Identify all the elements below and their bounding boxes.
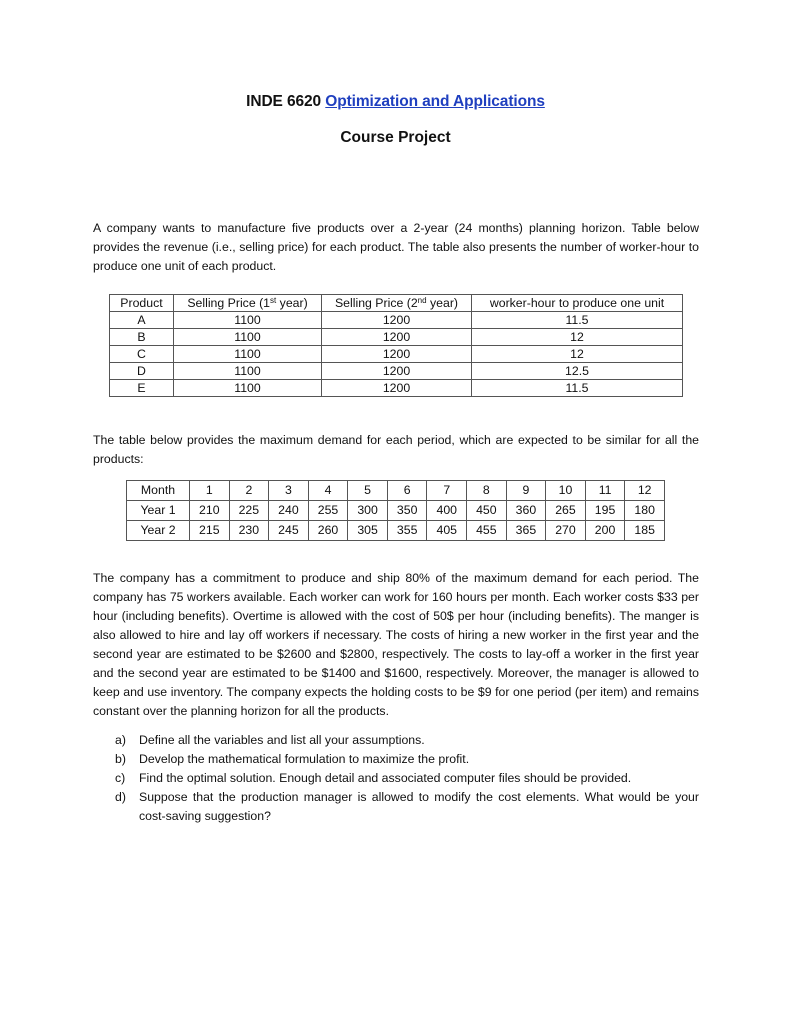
problem-statement-paragraph: The company has a commitment to produce and ship 80% of the maximum demand for each period. The company has 75 workers available. Each worker can work for 160 hours per month. Each worker costs $33 per hour (including benefits). Overtime is allowed with the cost of 50$ per hour (including benefits). The manger is also allowed to hire and lay off workers if necessary. The costs of hiring a new worker in the first year and the second year are estimated to be $2600 and $2800, respectively. The costs to lay-off a worker in the first year and the second year are estimated to be $1400 and $1600, respectively. Moreover, the manager is allowed to keep and use inventory. The company expects the holding costs to be $9 for one period (per item) and remains constant over the planning horizon for all the products. xyxy=(93,571,699,718)
month-cell: 5 xyxy=(348,481,388,501)
product-table-header xyxy=(110,295,683,312)
demand-cell: 210 xyxy=(190,501,230,521)
list-marker: d) xyxy=(115,790,126,804)
table-row xyxy=(110,380,683,397)
page-subtitle: Course Project xyxy=(340,129,451,146)
month-cell: 9 xyxy=(506,481,546,501)
demand-cell: 365 xyxy=(506,521,546,541)
row-label: Year 1 xyxy=(127,501,190,521)
table-row xyxy=(110,329,683,346)
cell-price1: 1100 xyxy=(174,363,322,380)
demand-cell: 400 xyxy=(427,501,467,521)
demand-cell: 225 xyxy=(229,501,269,521)
row-label: Year 2 xyxy=(127,521,190,541)
cell-price2: 1200 xyxy=(322,346,472,363)
cell-product: B xyxy=(110,329,174,346)
month-cell: 2 xyxy=(229,481,269,501)
page-title xyxy=(0,93,791,111)
header-price-year2: Selling Price (2nd year) xyxy=(322,295,472,312)
demand-cell: 245 xyxy=(269,521,309,541)
cell-product: A xyxy=(110,312,174,329)
demand-cell: 305 xyxy=(348,521,388,541)
cell-price1: 1100 xyxy=(174,346,322,363)
product-table xyxy=(109,294,683,397)
month-cell: 7 xyxy=(427,481,467,501)
demand-cell: 270 xyxy=(546,521,586,541)
question-text: Find the optimal solution. Enough detail and associated computer files should be provided. xyxy=(139,771,632,785)
month-cell: 10 xyxy=(546,481,586,501)
list-item xyxy=(93,731,699,750)
demand-cell: 355 xyxy=(387,521,427,541)
demand-cell: 260 xyxy=(308,521,348,541)
month-cell: 3 xyxy=(269,481,309,501)
demand-cell: 185 xyxy=(625,521,665,541)
table-row xyxy=(110,312,683,329)
list-marker: c) xyxy=(115,771,126,785)
cell-product: E xyxy=(110,380,174,397)
demand-cell: 180 xyxy=(625,501,665,521)
cell-hours: 12.5 xyxy=(472,363,683,380)
cell-product: C xyxy=(110,346,174,363)
cell-price2: 1200 xyxy=(322,363,472,380)
list-marker: b) xyxy=(115,752,126,766)
cell-product: D xyxy=(110,363,174,380)
list-item xyxy=(93,769,699,788)
demand-cell: 350 xyxy=(387,501,427,521)
table-row xyxy=(110,346,683,363)
month-cell: 8 xyxy=(467,481,507,501)
intro-paragraph: A company wants to manufacture five products over a 2-year (24 months) planning horizon. Table below provides the revenue (i.e., selling price) for each product. The table also presents the number of worker-hour to produce one unit of each product. xyxy=(93,221,699,273)
month-cell: 12 xyxy=(625,481,665,501)
cell-price1: 1100 xyxy=(174,380,322,397)
demand-cell: 195 xyxy=(585,501,625,521)
demand-cell: 215 xyxy=(190,521,230,541)
question-text: Define all the variables and list all your assumptions. xyxy=(139,733,425,747)
table-row xyxy=(127,521,665,541)
demand-cell: 450 xyxy=(467,501,507,521)
cell-hours: 11.5 xyxy=(472,380,683,397)
demand-cell: 455 xyxy=(467,521,507,541)
demand-cell: 255 xyxy=(308,501,348,521)
demand-table-header xyxy=(127,481,665,501)
demand-cell: 360 xyxy=(506,501,546,521)
demand-cell: 240 xyxy=(269,501,309,521)
header-month: Month xyxy=(127,481,190,501)
demand-cell: 405 xyxy=(427,521,467,541)
question-text: Develop the mathematical formulation to maximize the profit. xyxy=(139,752,470,766)
demand-cell: 200 xyxy=(585,521,625,541)
header-product: Product xyxy=(110,295,174,312)
question-list xyxy=(93,731,699,826)
demand-intro-paragraph: The table below provides the maximum demand for each period, which are expected to be similar for all the products: xyxy=(93,433,699,466)
list-marker: a) xyxy=(115,733,126,747)
demand-cell: 265 xyxy=(546,501,586,521)
cell-hours: 11.5 xyxy=(472,312,683,329)
month-cell: 11 xyxy=(585,481,625,501)
header-price-year1: Selling Price (1st year) xyxy=(174,295,322,312)
header-worker-hours: worker-hour to produce one unit xyxy=(472,295,683,312)
cell-price2: 1200 xyxy=(322,312,472,329)
cell-price1: 1100 xyxy=(174,329,322,346)
table-row xyxy=(127,501,665,521)
course-code: INDE 6620 xyxy=(246,93,322,110)
list-item xyxy=(93,788,699,826)
cell-price2: 1200 xyxy=(322,329,472,346)
cell-price2: 1200 xyxy=(322,380,472,397)
demand-cell: 230 xyxy=(229,521,269,541)
cell-hours: 12 xyxy=(472,346,683,363)
month-cell: 4 xyxy=(308,481,348,501)
demand-table xyxy=(126,480,665,541)
question-text: Suppose that the production manager is allowed to modify the cost elements. What would be your cost-saving suggestion? xyxy=(139,790,699,823)
month-cell: 1 xyxy=(190,481,230,501)
cell-price1: 1100 xyxy=(174,312,322,329)
cell-hours: 12 xyxy=(472,329,683,346)
month-cell: 6 xyxy=(387,481,427,501)
list-item xyxy=(93,750,699,769)
course-name-link[interactable]: Optimization and Applications xyxy=(325,93,545,110)
table-row xyxy=(110,363,683,380)
demand-cell: 300 xyxy=(348,501,388,521)
